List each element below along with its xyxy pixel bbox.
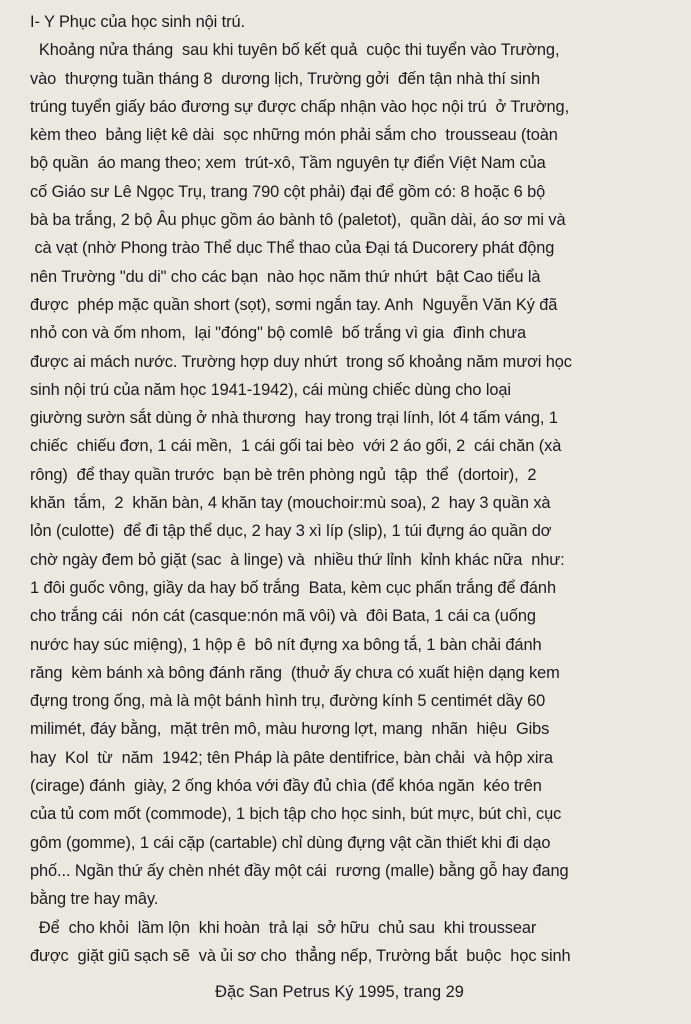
text-line: cố Giáo sư Lê Ngọc Trụ, trang 790 cột phải) đại để gồm có: 8 hoặc 6 bộ	[30, 182, 546, 201]
text-line: hay Kol từ năm 1942; tên Pháp là pâte dentifrice, bàn chải và hộp xira	[30, 748, 553, 767]
text-line: (cirage) đánh giày, 2 ống khóa với đầy đủ chìa (để khóa ngăn kéo trên	[30, 777, 542, 796]
text-line: bằng tre hay mây.	[30, 890, 159, 909]
text-line: nên Trường "du di" cho các bạn nào học năm thứ nhứt bật Cao tiểu là	[30, 267, 541, 286]
page-footer	[0, 983, 691, 1002]
text-line: Để cho khỏi lầm lộn khi hoàn trả lại sở hữu chủ sau khi troussear	[30, 918, 537, 937]
text-line: được ai mách nước. Trường hợp duy nhứt trong số khoảng năm mươi học	[30, 352, 572, 371]
text-line: khăn tắm, 2 khăn bàn, 4 khăn tay (mouchoir:mù soa), 2 hay 3 quần xà	[30, 494, 551, 513]
text-line: rông) để thay quần trước bạn bè trên phòng ngủ tập thể (dortoir), 2	[30, 465, 537, 484]
text-line: Khoảng nửa tháng sau khi tuyên bố kết quả cuộc thi tuyển vào Trường,	[30, 41, 560, 60]
text-line: lỏn (culotte) để đi tập thể dục, 2 hay 3 xì líp (slip), 1 túi đựng áo quần dơ	[30, 522, 552, 541]
footer-text: Đặc San Petrus Ký 1995, trang 29	[215, 983, 464, 1001]
text-line: đựng trong ống, mà là một bánh hình trụ, đường kính 5 centimét dầy 60	[30, 692, 546, 711]
text-line: trúng tuyển giấy báo đương sự được chấp nhận vào học nội trú ở Trường,	[30, 97, 570, 116]
text-line: milimét, đáy bằng, mặt trên mô, màu hương lợt, mang nhãn hiệu Gibs	[30, 720, 550, 739]
text-line: bộ quần áo mang theo; xem trút-xô, Tầm nguyên tự điển Việt Nam của	[30, 154, 546, 173]
text-line: của tủ com mốt (commode), 1 bịch tập cho học sinh, bút mực, bút chì, cục	[30, 805, 562, 824]
text-line: gôm (gomme), 1 cái cặp (cartable) chỉ dùng đựng vật cần thiết khi đi dạo	[30, 833, 551, 852]
section-heading: I- Y Phục của học sinh nội trú.	[30, 13, 245, 31]
text-line: 1 đôi guốc vông, giầy da hay bố trắng Bata, kèm cục phấn trắng để đánh	[30, 578, 556, 597]
text-line: được giặt giũ sạch sẽ và ủi sơ cho thẳng nếp, Trường bắt buộc học sinh	[30, 946, 571, 965]
text-line: nước hay súc miệng), 1 hộp ê bô nít đựng xa bông tắ, 1 bàn chải đánh	[30, 635, 542, 654]
text-line: cà vạt (nhờ Phong trào Thể dục Thể thao của Đại tá Ducorery phát động	[30, 239, 555, 258]
text-line: chờ ngày đem bỏ giặt (sac à linge) và nhiều thứ lỉnh kỉnh khác nữa như:	[30, 550, 565, 569]
text-line: bà ba trắng, 2 bộ Âu phục gồm áo bành tô (paletot), quần dài, áo sơ mi và	[30, 211, 566, 230]
text-line: sinh nội trú của năm học 1941-1942), cái mùng chiếc dùng cho loại	[30, 380, 511, 399]
text-line: giường sườn sắt dùng ở nhà thương hay trong trại lính, lót 4 tấm váng, 1	[30, 409, 558, 428]
text-line: được phép mặc quần short (sọt), sơmi ngắn tay. Anh Nguyễn Văn Ký đã	[30, 295, 558, 314]
text-line: vào thượng tuần tháng 8 dương lịch, Trường gởi đến tận nhà thí sinh	[30, 69, 540, 88]
text-line: phố... Ngần thứ ấy chèn nhét đầy một cái rương (malle) bằng gỗ hay đang	[30, 861, 569, 880]
text-line: nhỏ con và ốm nhom, lại "đóng" bộ comlê bố trắng vì gia đình chưa	[30, 324, 526, 343]
paragraph-lines	[30, 36, 672, 970]
text-line: chiếc chiếu đơn, 1 cái mền, 1 cái gối tai bèo với 2 áo gối, 2 cái chăn (xà	[30, 437, 562, 456]
body-text	[30, 8, 672, 970]
text-line: kèm theo bảng liệt kê dài sọc những món phải sắm cho trousseau (toàn	[30, 126, 558, 145]
text-line: cho trắng cái nón cát (casque:nón mã vôi) và đôi Bata, 1 cái ca (uống	[30, 607, 536, 626]
text-line: răng kèm bánh xà bông đánh răng (thuở ấy chưa có xuất hiện dạng kem	[30, 663, 560, 682]
